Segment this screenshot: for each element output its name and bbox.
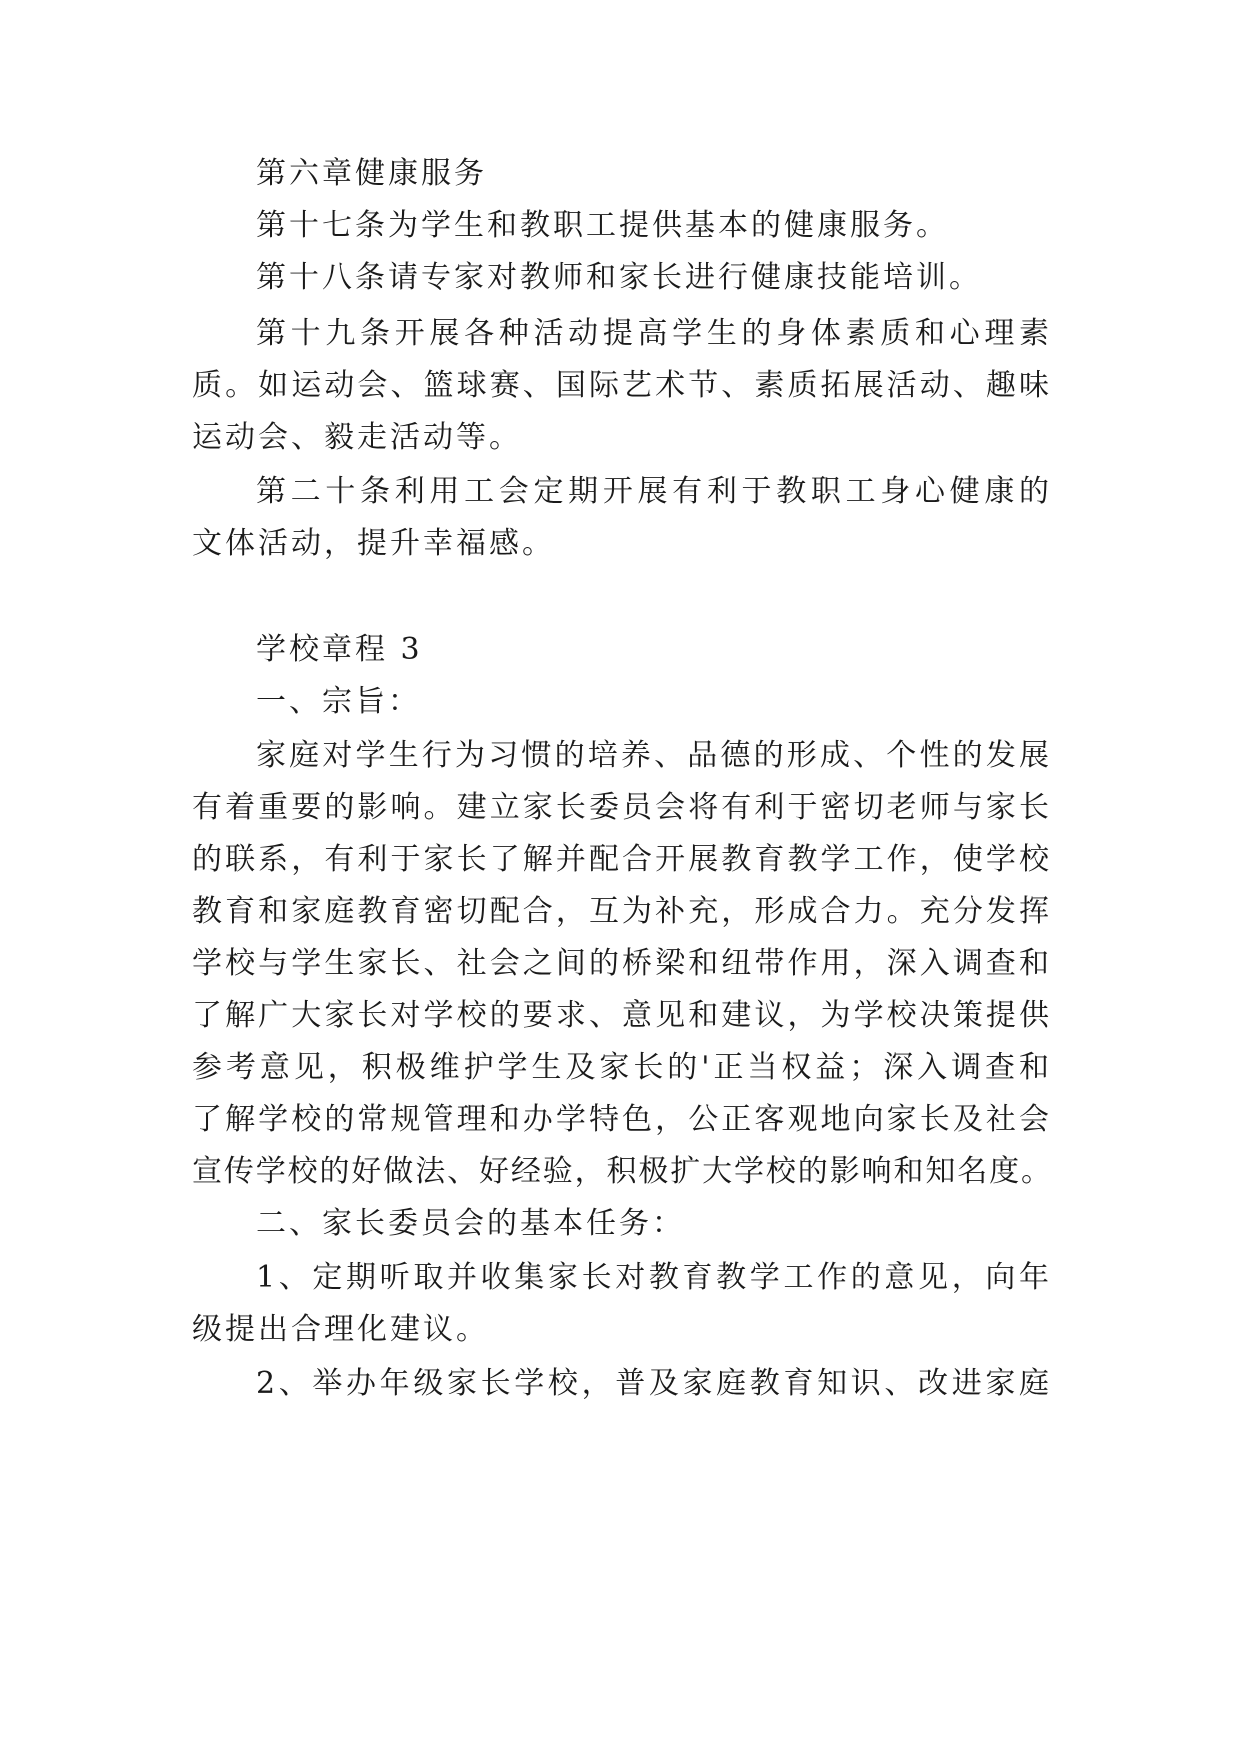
purpose-line-2: 有着重要的影响。建立家长委员会将有利于密切老师与家长 bbox=[192, 790, 1052, 825]
purpose-line-3: 的联系，有利于家长了解并配合开展教育教学工作，使学校 bbox=[192, 842, 1052, 877]
article-19-line-3: 运动会、毅走活动等。 bbox=[192, 420, 522, 455]
heading-purpose: 一、宗旨： bbox=[256, 684, 421, 719]
article-18: 第十八条请专家对教师和家长进行健康技能培训。 bbox=[256, 260, 982, 295]
purpose-line-5: 学校与学生家长、社会之间的桥梁和纽带作用，深入调查和 bbox=[192, 946, 1052, 981]
article-20-line-1: 第二十条利用工会定期开展有利于教职工身心健康的 bbox=[256, 474, 1052, 509]
article-20-line-2: 文体活动，提升幸福感。 bbox=[192, 526, 555, 561]
chapter-title: 第六章健康服务 bbox=[256, 156, 487, 191]
article-19-line-2: 质。如运动会、篮球赛、国际艺术节、素质拓展活动、趣味 bbox=[192, 368, 1052, 403]
task-1-line-2: 级提出合理化建议。 bbox=[192, 1312, 489, 1347]
section-title: 学校章程 3 bbox=[256, 632, 423, 667]
task-2-line-1: 2、举办年级家长学校，普及家庭教育知识、改进家庭 bbox=[256, 1366, 1052, 1401]
purpose-line-8: 了解学校的常规管理和办学特色，公正客观地向家长及社会 bbox=[192, 1102, 1052, 1137]
article-17: 第十七条为学生和教职工提供基本的健康服务。 bbox=[256, 208, 949, 243]
task-1-line-1: 1、定期听取并收集家长对教育教学工作的意见，向年 bbox=[256, 1260, 1052, 1295]
purpose-line-7: 参考意见，积极维护学生及家长的'正当权益；深入调查和 bbox=[192, 1050, 1052, 1085]
heading-tasks: 二、家长委员会的基本任务： bbox=[256, 1206, 685, 1241]
purpose-line-6: 了解广大家长对学校的要求、意见和建议，为学校决策提供 bbox=[192, 998, 1052, 1033]
purpose-line-9: 宣传学校的好做法、好经验，积极扩大学校的影响和知名度。 bbox=[192, 1154, 1052, 1189]
purpose-line-1: 家庭对学生行为习惯的培养、品德的形成、个性的发展 bbox=[256, 738, 1052, 773]
purpose-line-4: 教育和家庭教育密切配合，互为补充，形成合力。充分发挥 bbox=[192, 894, 1052, 929]
article-19-line-1: 第十九条开展各种活动提高学生的身体素质和心理素 bbox=[256, 316, 1052, 351]
